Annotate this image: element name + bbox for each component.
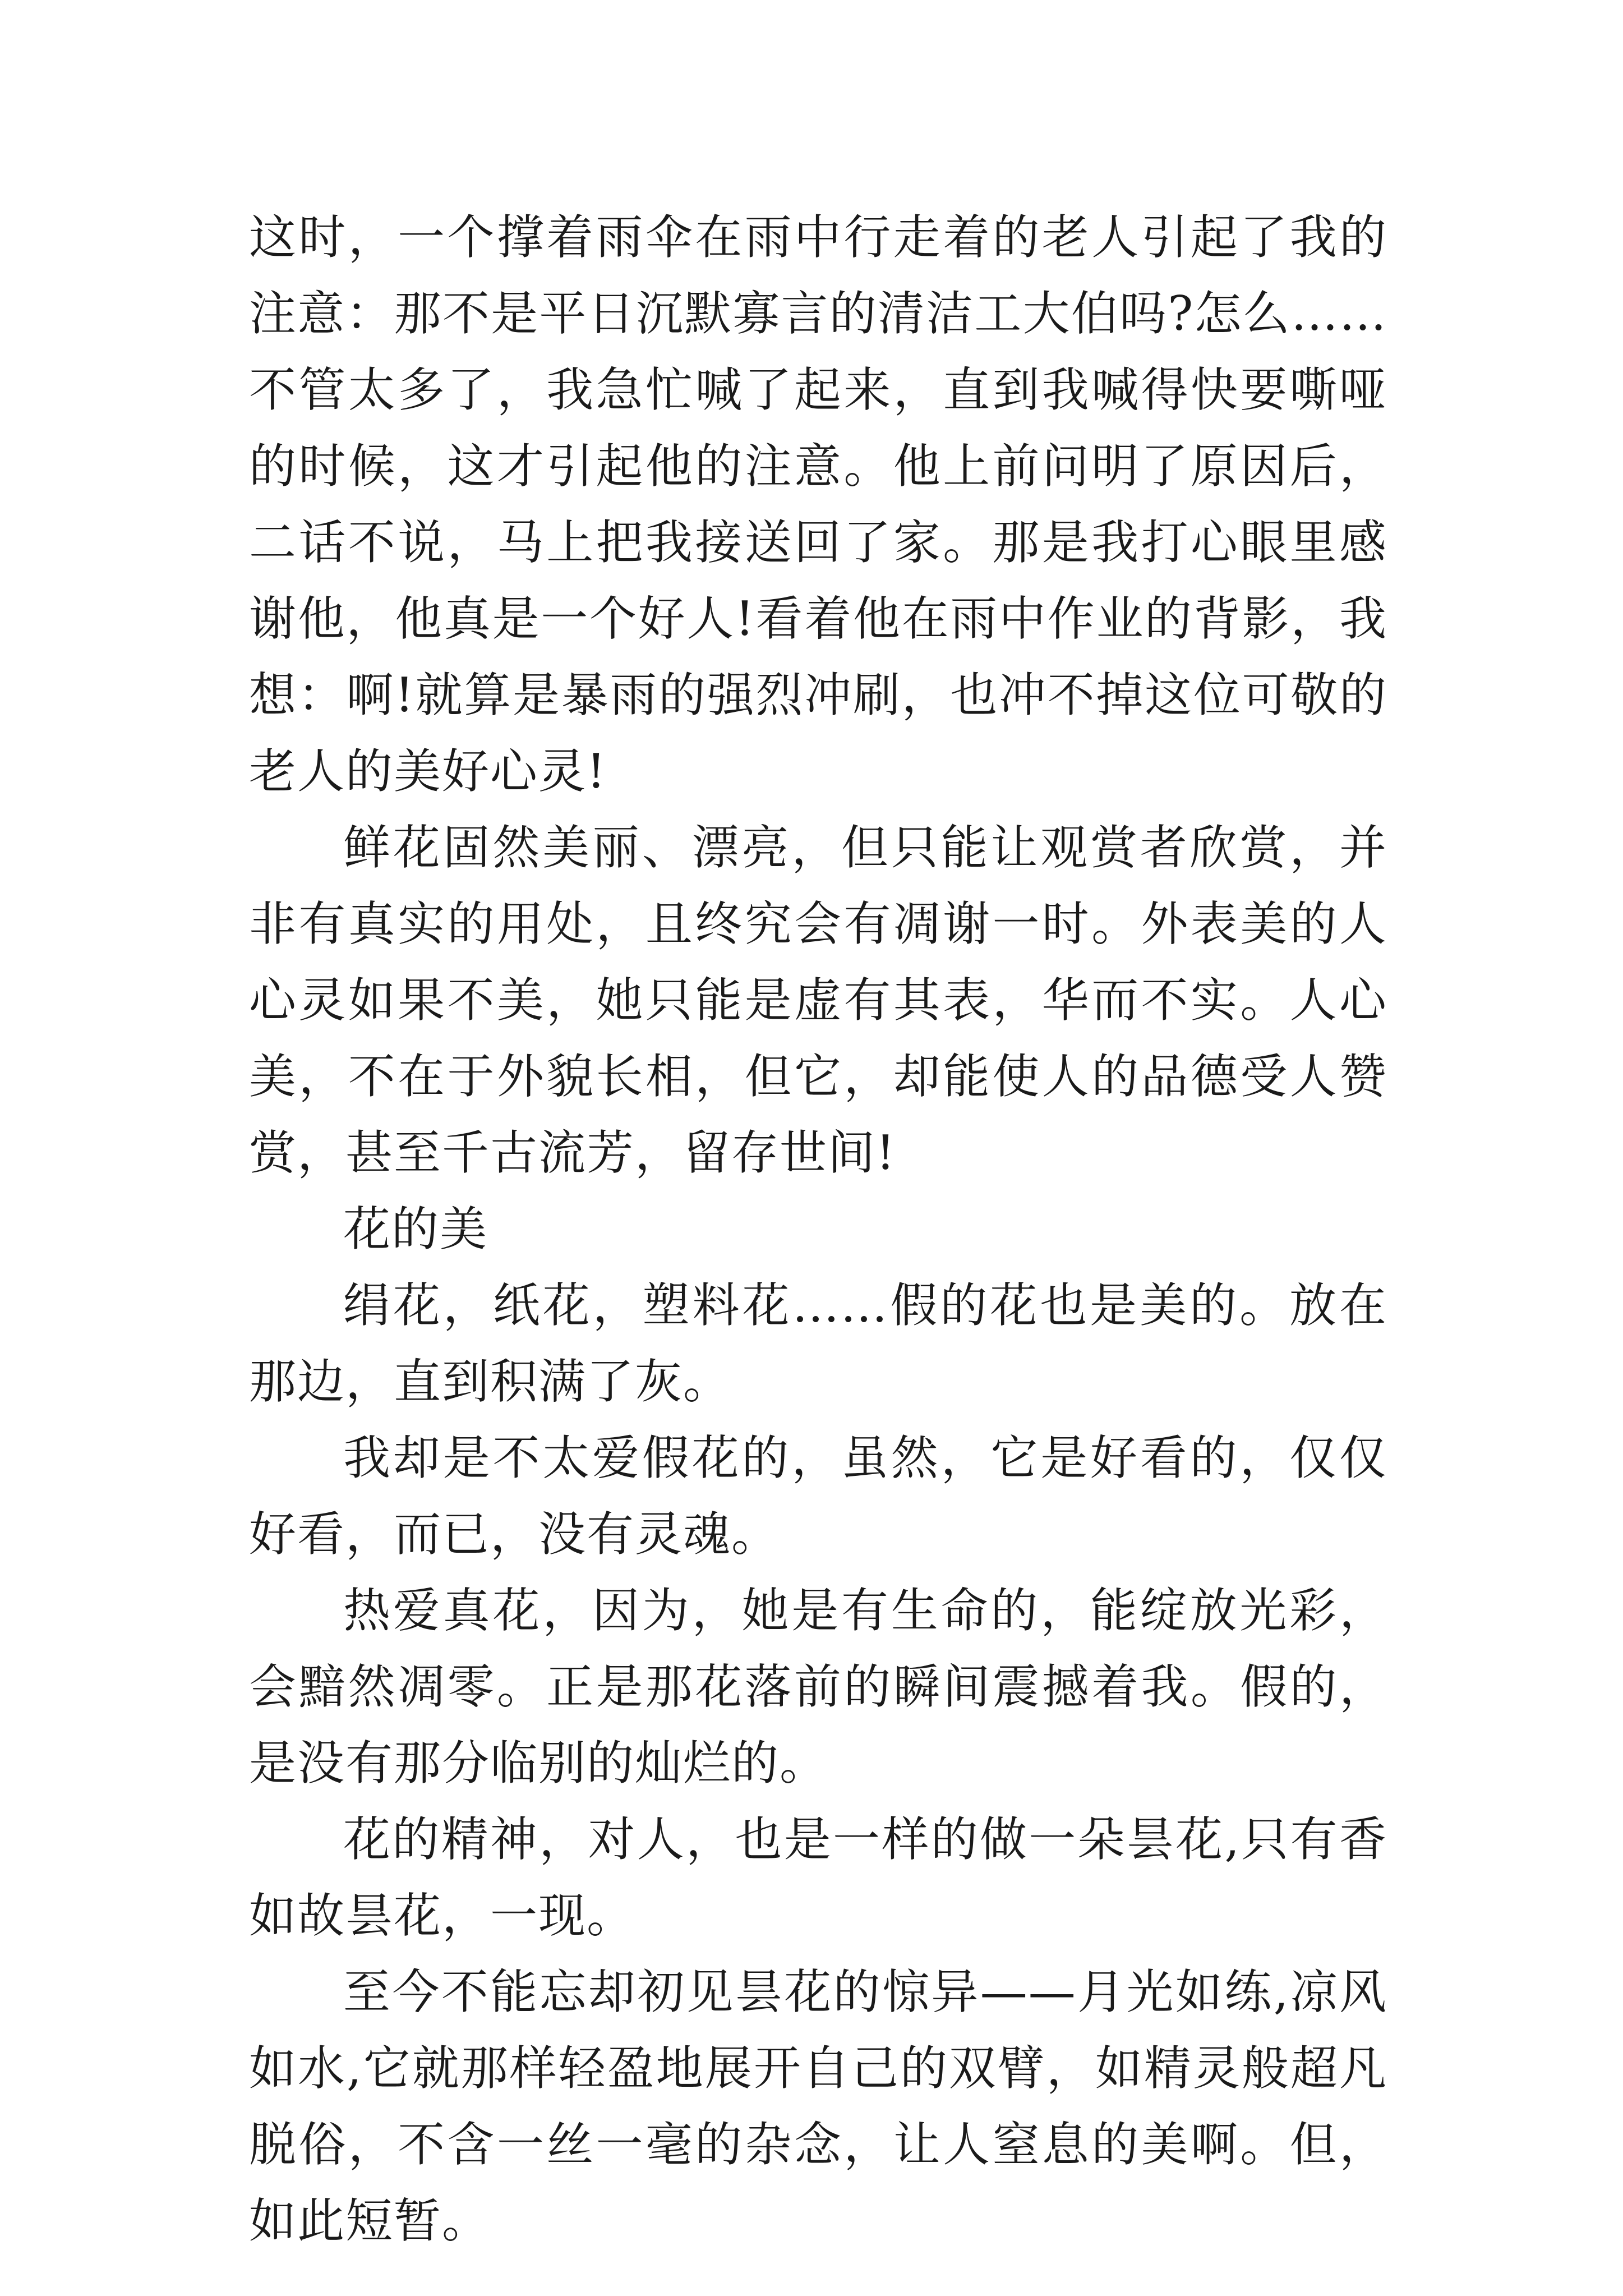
paragraph-7: 至今不能忘却初见昙花的惊异——月光如练,凉风如水,它就那样轻盈地展开自己的双臂，如精灵般超凡脱俗，不含一丝一毫的杂念，让人窒息的美啊。但，如此短暂。 [249, 1964, 1387, 2248]
section-heading: 花的美 [343, 1202, 488, 1257]
paragraph-3: 绢花，纸花，塑料花……假的花也是美的。放在那边，直到积满了灰。 [249, 1278, 1387, 1409]
paragraph-6: 花的精神，对人，也是一样的做一朵昙花,只有香如故昙花，一现。 [249, 1812, 1387, 1943]
paragraph-2: 鲜花固然美丽、漂亮，但只能让观赏者欣赏，并非有真实的用处，且终究会有凋谢一时。外表美的人心灵如果不美，她只能是虚有其表，华而不实。人心美，不在于外貌长相，但它，却能使人的品德受人赞赏，甚至千古流芳，留存世间! [249, 820, 1387, 1180]
document-body [249, 199, 1387, 2259]
paragraph-4: 我却是不太爱假花的，虽然，它是好看的，仅仅好看，而已，没有灵魂。 [249, 1430, 1387, 1562]
paragraph-5: 热爱真花，因为，她是有生命的，能绽放光彩，会黯然凋零。正是那花落前的瞬间震撼着我。假的，是没有那分临别的灿烂的。 [249, 1583, 1387, 1791]
paragraph-1: 这时，一个撑着雨伞在雨中行走着的老人引起了我的注意：那不是平日沉默寡言的清洁工大伯吗?怎么……不管太多了，我急忙喊了起来，直到我喊得快要嘶哑的时候，这才引起他的注意。他上前问明了原因后，二话不说，马上把我接送回了家。那是我打心眼里感谢他，他真是一个好人!看着他在雨中作业的背影，我想：啊!就算是暴雨的强烈冲刷，也冲不掉这位可敬的老人的美好心灵! [249, 210, 1387, 799]
